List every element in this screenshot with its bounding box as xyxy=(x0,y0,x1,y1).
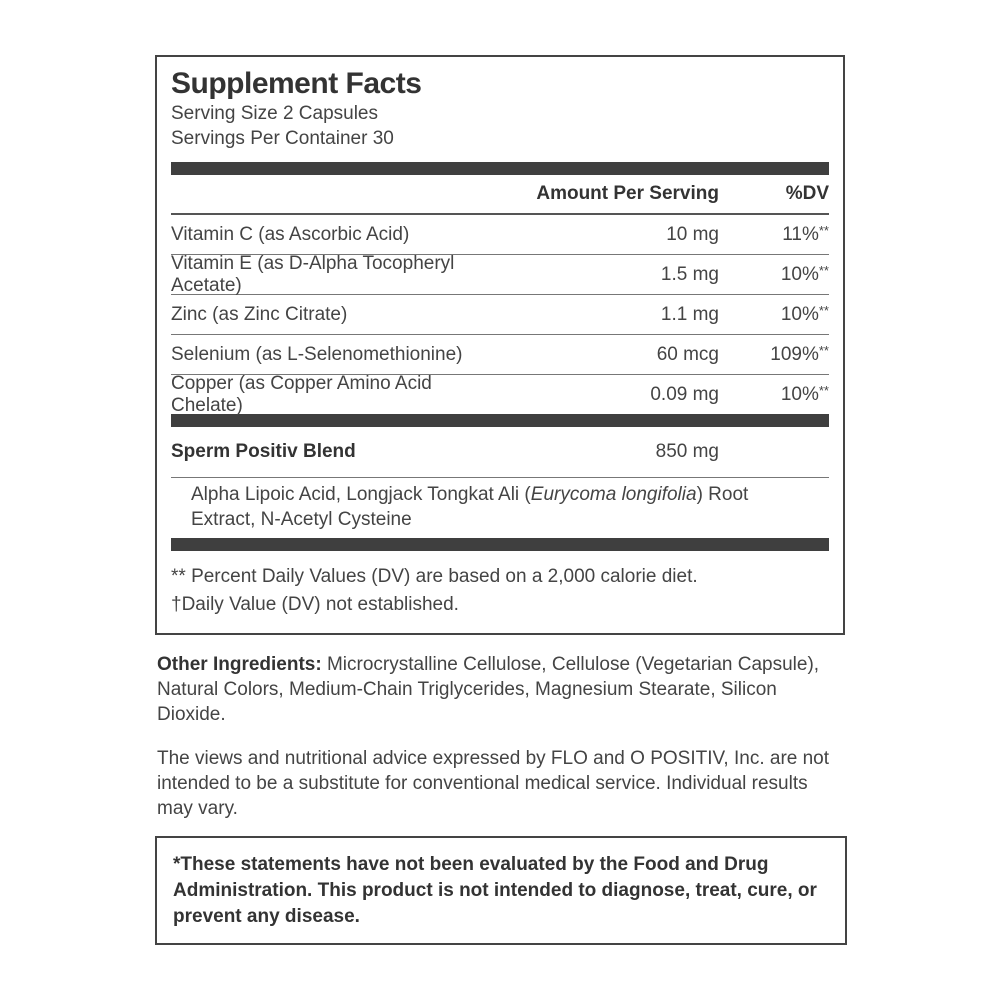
nutrient-name: Zinc (as Zinc Citrate) xyxy=(171,303,348,325)
amount-header: Amount Per Serving xyxy=(536,183,719,204)
dv-value: 11% xyxy=(782,224,819,245)
other-ingredients-label: Other Ingredients: xyxy=(157,654,322,675)
dv-value: 10% xyxy=(780,264,819,285)
other-ingredients xyxy=(157,652,847,727)
dv-value: 10% xyxy=(780,384,819,405)
dv-header: %DV xyxy=(785,183,829,204)
nutrient-name: Vitamin E (as D-Alpha Tocopheryl Acetate) xyxy=(171,252,455,296)
nutrient-row xyxy=(171,372,829,416)
blend-ingredients-text: Alpha Lipoic Acid, Longjack Tongkat Ali ( xyxy=(191,484,531,505)
disclaimer-text: The views and nutritional advice expressed by FLO and O POSITIV, Inc. are not intended to be a substitute for conventional medical service. Individual results may vary. xyxy=(157,748,830,819)
panel-title: Supplement Facts xyxy=(171,67,422,100)
nutrient-amount: 1.5 mg xyxy=(660,263,719,285)
other-ingredients-text: Microcrystalline Cellulose, Cellulose (Vegetarian Capsule), Natural Colors, Medium-Chain Triglycerides, Magnesium Stearate, Silicon Dioxide. xyxy=(157,654,820,725)
nutrient-amount: 10 mg xyxy=(666,223,719,245)
blend-row xyxy=(171,427,829,477)
dv-value: 10% xyxy=(780,304,819,325)
nutrient-amount: 1.1 mg xyxy=(660,303,719,325)
dv-mark: ** xyxy=(818,263,829,278)
thick-divider xyxy=(171,162,829,175)
serving-size: Serving Size 2 Capsules xyxy=(171,103,378,124)
nutrient-dv xyxy=(719,223,829,246)
dv-mark: ** xyxy=(818,303,829,318)
nutrient-row xyxy=(171,252,829,296)
column-header-row xyxy=(171,175,829,213)
footnote-dv: ** Percent Daily Values (DV) are based on a 2,000 calorie diet. xyxy=(171,566,698,587)
dv-mark: ** xyxy=(818,383,829,398)
nutrient-dv xyxy=(719,263,829,286)
nutrient-amount: 0.09 mg xyxy=(650,383,719,405)
nutrient-row xyxy=(171,335,829,374)
nutrient-name: Copper (as Copper Amino Acid Chelate) xyxy=(171,372,432,416)
nutrient-amount: 60 mcg xyxy=(656,343,719,365)
blend-amount: 850 mg xyxy=(655,441,719,462)
blend-ingredients-text: ) Root Extract, N-Acetyl Cysteine xyxy=(191,484,749,530)
dv-value: 109% xyxy=(770,344,819,365)
footnotes xyxy=(171,551,829,619)
nutrient-row xyxy=(171,215,829,254)
dv-mark: ** xyxy=(818,223,829,238)
blend-name: Sperm Positiv Blend xyxy=(171,441,356,462)
nutrient-dv xyxy=(719,343,829,366)
nutrient-row xyxy=(171,295,829,334)
fda-statement-box xyxy=(155,836,847,945)
blend-ingredients xyxy=(171,478,829,538)
nutrient-dv xyxy=(719,383,829,406)
nutrient-dv xyxy=(719,303,829,326)
fda-statement: *These statements have not been evaluated by the Food and Drug Administration. This product is not intended to diagnose, treat, cure, or prevent any disease. xyxy=(173,854,817,927)
dv-mark: ** xyxy=(818,343,829,358)
nutrient-list xyxy=(171,215,829,414)
thick-divider xyxy=(171,538,829,551)
nutrient-name: Selenium (as L-Selenomethionine) xyxy=(171,343,463,365)
blend-ingredients-latin: Eurycoma longifolia xyxy=(530,484,697,505)
footnote-dagger: †Daily Value (DV) not established. xyxy=(171,594,459,615)
servings-per-container: Servings Per Container 30 xyxy=(171,128,394,149)
supplement-facts-panel xyxy=(155,55,845,635)
nutrient-name: Vitamin C (as Ascorbic Acid) xyxy=(171,223,410,245)
